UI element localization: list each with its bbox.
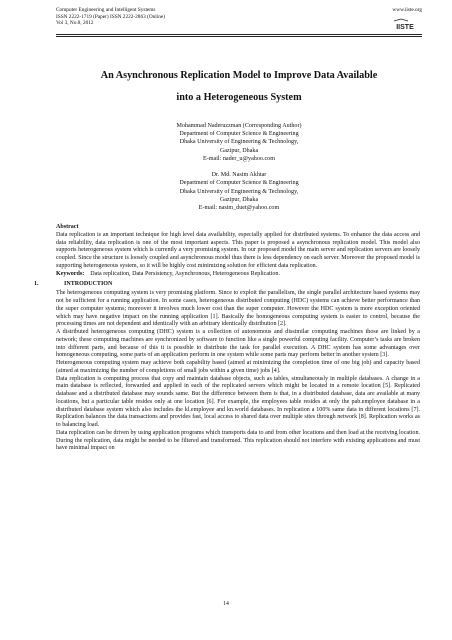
author-2-university: Dhaka University of Engineering & Technology, — [179, 188, 299, 195]
author-block — [56, 122, 422, 212]
header-rule-bottom — [56, 36, 422, 37]
journal-volume: Vol 3, No.8, 2012 — [56, 20, 94, 27]
section-title: INTRODUCTION — [64, 281, 113, 288]
author-1-dept: Department of Computer Science & Engineering — [179, 131, 299, 138]
journal-name: Computer Engineering and Intelligent Systems — [56, 7, 156, 13]
journal-issn: ISSN 2222-1719 (Paper) ISSN 2222-2863 (Online) — [56, 13, 166, 20]
author-2-name: Dr. Md. Nasim Akhtar — [211, 172, 267, 179]
author-1-university: Dhaka University of Engineering & Technology, — [179, 139, 299, 146]
journal-header — [56, 7, 165, 27]
logo-text: IISTE — [396, 24, 414, 31]
iiste-logo-icon — [390, 17, 420, 32]
abstract-heading: Abstract — [56, 224, 79, 230]
section-heading — [34, 281, 420, 289]
website-header — [392, 7, 422, 14]
intro-paragraph: A distributed heterogeneous computing (DHC) system is a collection of autonomous and dissimilar computing machines those are linked by a network; these computing machines are synchronized by software to function like a single powerful computing facility. Computer’s tasks are broken into different parts, and because of this it is possible to distribute the task for parallel execution. A DHC system has some advantages over homogeneous computing, some parts of an application perform in one system while some parts may perform better in another system [3]. — [56, 329, 420, 359]
paper-body — [34, 224, 420, 453]
abstract-text: Data replication is an important technique for high level data availability, especially applied for distributed systems. To enhance the data access and data reliability, data replication is one of the most important aspects. This paper is proposed a asynchronous replication model. This model also supports heterogeneous system which is currently a very promising system. In our proposed model the main server and replication servers are loosely coupled. Since the structure is loosely coupled and asynchronous model thus there is less dependency on each server. Moreover the proposed model is supporting heterogeneous system, so it will be highly cost minimizing solution for efficient data replication. — [56, 231, 420, 269]
intro-paragraph: Data replication can be driven by using application programs which transports data to and from other locations and then load at the receiving location. During the replication, data might be needed to be filtered and transformed. This replication should not interfere with existing applications and must have minimal impact on — [56, 429, 420, 452]
paper-title-line2: into a Heterogeneous System — [176, 92, 302, 103]
author-1-name: Mohammad Naderuzzman (Corresponding Author) — [176, 123, 302, 129]
intro-paragraph: Heterogeneous computing system may achieve both capability based (aimed at minimizing the completion time of one big job) and capacity based (aimed at maximizing the number of completions of small jobs within a given time) jobs [4]. — [56, 360, 420, 374]
header-rule-top — [56, 34, 422, 35]
author-2-city: Gazipur, Dhaka — [219, 196, 259, 203]
intro-paragraph: Data replication is computing process that copy and maintain database objects, such as tables, simultaneously in multiple databases. A change in a main database is reflected, forwarded and applied in each of the replicated servers which might be located in a remote location [5]. Replicated database and a distributed database may sounds same. But the difference between them is that, in a distributed database, data are available at many locations, but a particular table resides only at one location [6]. For example, the employees table resides at only the pab.employee database in a distributed database system which also includes the kl.employee and kn.world databases. In replication a 100% same data in different locations [7]. Replication balances the data transactions and provides fast, local access to shared data over multiple sites through network [8]. Replication works as to balancing load. — [56, 375, 420, 428]
author-1-city: Gazipur, Dhaka — [219, 147, 259, 154]
journal-website: www.iiste.org — [392, 7, 422, 13]
author-2-email: E-mail: nasim_duet@yahoo.com — [198, 205, 280, 212]
keywords-text: Data replication, Data Persistency, Asynchronous, Heterogeneous Replication. — [90, 270, 280, 277]
intro-paragraph: The heterogeneous computing system is very promising platform. Since to exploit the parallelism, the single parallel architecture based systems may not be sufficient for a running application. In some cases, heterogeneous distributed computing (HDC) systems can achieve better performance than the super computer systems; moreover it involves much lower cost than the super computer. However the HDC system is more exception oriented which may have negative impact on the running application [1]. Basically the homogeneous computing system is easier to control, because the processing times are not dependent and identically with an arbitrary identically distribution [2]. — [56, 290, 420, 328]
keywords-line — [56, 271, 420, 279]
author-2-dept: Department of Computer Science & Engineering — [179, 180, 299, 187]
keywords-label: Keywords: — [56, 270, 85, 277]
author-1-email: E-mail: nader_u@yahoo.com — [203, 155, 275, 162]
iiste-logo — [390, 17, 420, 32]
page-number: 14 — [223, 601, 229, 607]
paper-title-line1: An Asynchronous Replication Model to Improve Data Available — [100, 70, 378, 81]
section-number: 1. — [34, 281, 39, 288]
